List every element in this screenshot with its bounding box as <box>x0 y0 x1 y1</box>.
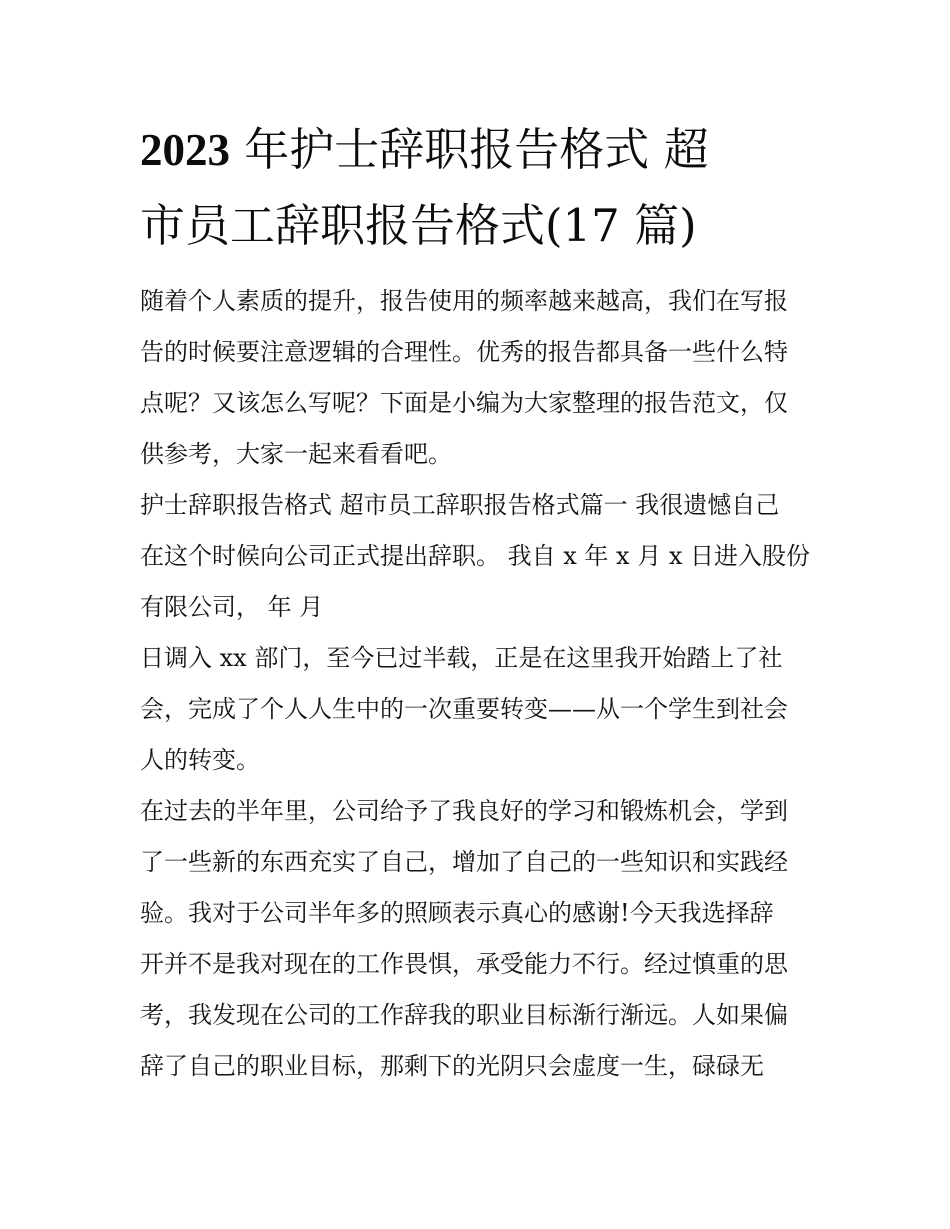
title-line-1: 2023 年护士辞职报告格式 超 <box>140 123 709 176</box>
body-line: 点呢？又该怎么写呢？下面是小编为大家整理的报告范文，仅 <box>140 389 788 417</box>
title-line-2: 市员工辞职报告格式(17 篇) <box>140 199 697 252</box>
body-line: 开并不是我对现在的工作畏惧，承受能力不行。经过慎重的思 <box>140 950 788 978</box>
body-line: 有限公司， 年 月 <box>140 593 324 621</box>
body-line: 验。我对于公司半年多的照顾表示真心的感谢!今天我选择辞 <box>140 899 774 927</box>
title-year: 2023 <box>140 125 230 175</box>
body-line: 告的时候要注意逻辑的合理性。优秀的报告都具备一些什么特 <box>140 338 788 366</box>
body-line: 供参考，大家一起来看看吧。 <box>140 440 452 468</box>
body-line: 护士辞职报告格式 超市员工辞职报告格式篇一 我很遗憾自己 <box>140 491 780 519</box>
body-line: 日调入 xx 部门，至今已过半载，正是在这里我开始踏上了社 <box>140 644 783 672</box>
body-line: 在过去的半年里，公司给予了我良好的学习和锻炼机会，学到 <box>140 797 788 825</box>
body-line: 随着个人素质的提升，报告使用的频率越来越高，我们在写报 <box>140 287 788 315</box>
document-body <box>140 276 820 1092</box>
body-line: 了一些新的东西充实了自己，增加了自己的一些知识和实践经 <box>140 848 788 876</box>
body-line: 辞了自己的职业目标，那剩下的光阴只会虚度一生，碌碌无 <box>140 1052 764 1080</box>
body-line: 会，完成了个人人生中的一次重要转变——从一个学生到社会 <box>140 695 788 723</box>
document-title <box>140 112 820 264</box>
body-line: 在这个时候向公司正式提出辞职。 我自 x 年 x 月 x 日进入股份 <box>140 542 811 570</box>
body-line: 人的转变。 <box>140 746 260 774</box>
body-line: 考，我发现在公司的工作辞我的职业目标渐行渐远。人如果偏 <box>140 1001 788 1029</box>
